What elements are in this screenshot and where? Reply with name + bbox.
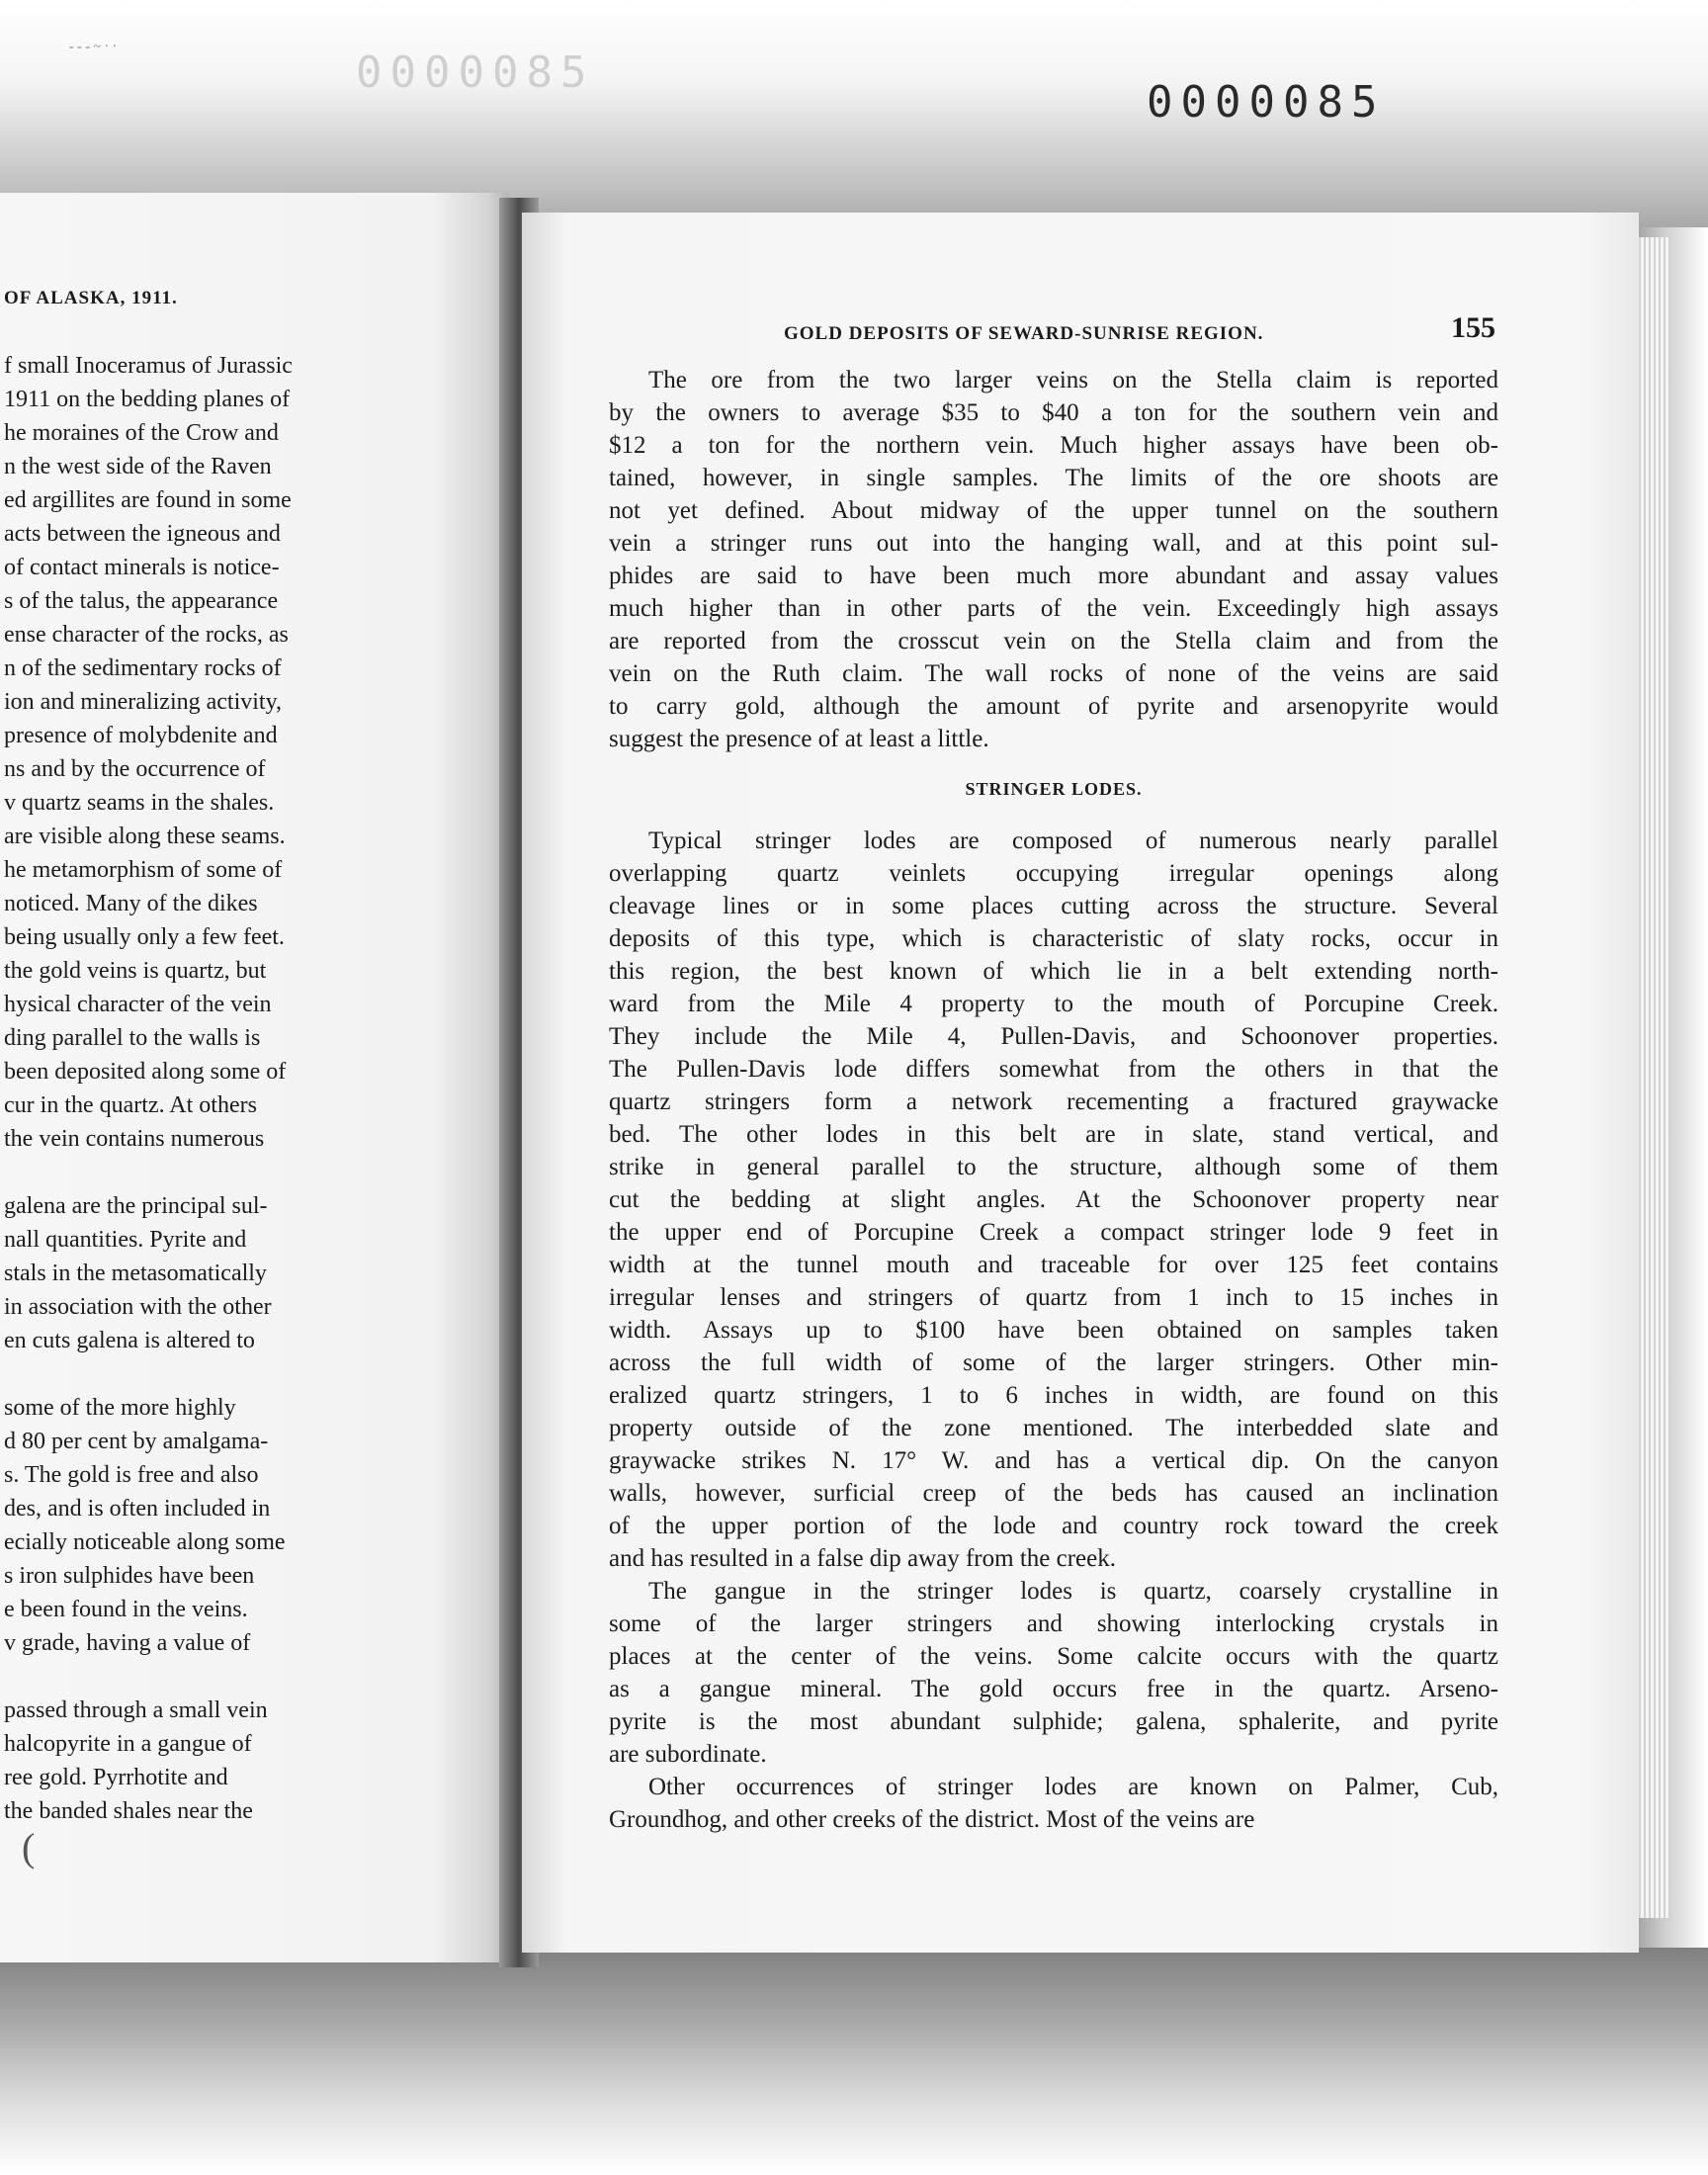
- left-text-line: noticed. Many of the dikes: [4, 891, 258, 916]
- left-text-line: ecially noticeable along some: [4, 1529, 286, 1555]
- left-text-line: been deposited along some of: [4, 1059, 287, 1085]
- left-text-line: s iron sulphides have been: [4, 1563, 255, 1589]
- right-page-body: [609, 364, 1498, 1836]
- left-text-line: ding parallel to the walls is: [4, 1025, 261, 1051]
- text-line: cleavage lines or in some places cutting across the structure. Several: [609, 893, 1498, 919]
- left-text-line: acts between the igneous and: [4, 521, 281, 547]
- text-line: phides are said to have been much more abundant and assay values: [609, 563, 1498, 589]
- left-text-line: he metamorphism of some of: [4, 857, 283, 883]
- text-line: not yet defined. About midway of the upper tunnel on the southern: [609, 497, 1498, 524]
- text-line: and has resulted in a false dip away from the creek.: [609, 1545, 1116, 1572]
- text-line: Groundhog, and other creeks of the district. Most of the veins are: [609, 1806, 1255, 1833]
- paragraph-stringer-lodes: [609, 825, 1498, 1575]
- text-line: vein a stringer runs out into the hanging wall, and at this point sul-: [609, 530, 1498, 557]
- paragraph-other-occurrences: [609, 1771, 1498, 1836]
- left-text-line: passed through a small vein: [4, 1697, 268, 1723]
- running-head: GOLD DEPOSITS OF SEWARD-SUNRISE REGION.: [784, 323, 1264, 344]
- text-line: property outside of the zone mentioned. The interbedded slate and: [609, 1415, 1498, 1441]
- text-line: $12 a ton for the northern vein. Much higher assays have been ob-: [609, 432, 1498, 459]
- paragraph-gangue: [609, 1575, 1498, 1771]
- text-line: The gangue in the stringer lodes is quartz, coarsely crystalline in: [648, 1578, 1498, 1605]
- text-line: ward from the Mile 4 property to the mouth of Porcupine Creek.: [609, 991, 1498, 1017]
- text-line: cut the bedding at slight angles. At the Schoonover property near: [609, 1186, 1498, 1213]
- text-line: Other occurrences of stringer lodes are known on Palmer, Cub,: [648, 1774, 1498, 1800]
- section-heading: STRINGER LODES.: [965, 779, 1143, 799]
- text-line: deposits of this type, which is characteristic of slaty rocks, occur in: [609, 925, 1498, 952]
- left-page-text: [4, 349, 399, 1828]
- text-line: as a gangue mineral. The gold occurs free in the quartz. Arseno-: [609, 1676, 1498, 1702]
- text-line: width. Assays up to $100 have been obtained on samples taken: [609, 1317, 1498, 1344]
- left-text-line: presence of molybdenite and: [4, 723, 278, 748]
- left-text-line: halcopyrite in a gangue of: [4, 1731, 252, 1757]
- left-page: [0, 193, 509, 1962]
- text-line: pyrite is the most abundant sulphide; galena, sphalerite, and pyrite: [609, 1708, 1498, 1735]
- left-text-line: s. The gold is free and also: [4, 1462, 259, 1488]
- text-line: strike in general parallel to the structure, although some of them: [609, 1154, 1498, 1180]
- left-text-line: d 80 per cent by amalgama-: [4, 1429, 269, 1454]
- right-page: [522, 213, 1639, 1953]
- text-line: vein on the Ruth claim. The wall rocks of none of the veins are said: [609, 660, 1498, 687]
- left-text-line: some of the more highly: [4, 1395, 236, 1421]
- left-text-line: the vein contains numerous: [4, 1126, 265, 1152]
- left-text-line: are visible along these seams.: [4, 824, 286, 849]
- left-text-line: ns and by the occurrence of: [4, 756, 266, 782]
- left-text-line: des, and is often included in: [4, 1496, 271, 1522]
- left-text-line: the gold veins is quartz, but: [4, 958, 267, 984]
- pencil-mark: (: [22, 1825, 36, 1870]
- text-line: overlapping quartz veinlets occupying irregular openings along: [609, 860, 1498, 887]
- text-line: eralized quartz stringers, 1 to 6 inches in width, are found on this: [609, 1382, 1498, 1409]
- left-text-line: 1911 on the bedding planes of: [4, 387, 291, 412]
- text-line: The Pullen-Davis lode differs somewhat from the others in that the: [609, 1056, 1498, 1083]
- text-line: much higher than in other parts of the vein. Exceedingly high assays: [609, 595, 1498, 622]
- text-line: the upper end of Porcupine Creek a compact stringer lode 9 feet in: [609, 1219, 1498, 1246]
- left-text-line: n the west side of the Raven: [4, 454, 272, 479]
- left-text-line: [4, 1660, 399, 1694]
- text-line: width at the tunnel mouth and traceable for over 125 feet contains: [609, 1252, 1498, 1278]
- left-text-line: [4, 1357, 399, 1391]
- left-text-line: n of the sedimentary rocks of: [4, 655, 282, 681]
- left-text-line: v grade, having a value of: [4, 1630, 251, 1656]
- left-text-line: cur in the quartz. At others: [4, 1092, 257, 1118]
- page-number: 155: [1451, 311, 1495, 344]
- left-text-line: ion and mineralizing activity,: [4, 689, 283, 715]
- text-line: suggest the presence of at least a little.: [609, 726, 989, 752]
- text-line: to carry gold, although the amount of pyrite and arsenopyrite would: [609, 693, 1498, 720]
- scan-backdrop-bottom: [0, 1938, 1708, 2175]
- left-text-line: ense character of the rocks, as: [4, 622, 289, 648]
- text-line: Typical stringer lodes are composed of numerous nearly parallel: [648, 827, 1498, 854]
- text-line: walls, however, surficial creep of the beds has caused an inclination: [609, 1480, 1498, 1507]
- text-line: by the owners to average $35 to $40 a ton for the southern vein and: [609, 399, 1498, 426]
- paragraph-ore-values: [609, 364, 1498, 755]
- text-line: The ore from the two larger veins on the Stella claim is reported: [648, 367, 1498, 393]
- left-text-line: f small Inoceramus of Jurassic: [4, 353, 293, 379]
- text-line: across the full width of some of the larger stringers. Other min-: [609, 1349, 1498, 1376]
- text-line: graywacke strikes N. 17° W. and has a vertical dip. On the canyon: [609, 1447, 1498, 1474]
- text-line: are reported from the crosscut vein on the Stella claim and from the: [609, 628, 1498, 654]
- text-line: quartz stringers form a network recementing a fractured graywacke: [609, 1088, 1498, 1115]
- text-line: this region, the best known of which lie in a belt extending north-: [609, 958, 1498, 985]
- ghost-stamp-number: 0000085: [356, 47, 595, 98]
- text-line: bed. The other lodes in this belt are in slate, stand vertical, and: [609, 1121, 1498, 1148]
- left-page-header: OF ALASKA, 1911.: [4, 288, 178, 308]
- left-text-line: v quartz seams in the shales.: [4, 790, 275, 816]
- left-text-line: hysical character of the vein: [4, 992, 272, 1017]
- scan-smudge: - - - ~ · ·: [69, 40, 118, 54]
- left-text-line: nall quantities. Pyrite and: [4, 1227, 247, 1253]
- text-line: some of the larger stringers and showing interlocking crystals in: [609, 1610, 1498, 1637]
- left-text-line: ed argillites are found in some: [4, 487, 292, 513]
- text-line: places at the center of the veins. Some calcite occurs with the quartz: [609, 1643, 1498, 1670]
- text-line: irregular lenses and stringers of quartz from 1 inch to 15 inches in: [609, 1284, 1498, 1311]
- left-text-line: the banded shales near the: [4, 1798, 253, 1824]
- left-text-line: galena are the principal sul-: [4, 1193, 268, 1219]
- left-text-line: ree gold. Pyrrhotite and: [4, 1765, 228, 1790]
- left-text-line: of contact minerals is notice-: [4, 555, 280, 580]
- text-line: are subordinate.: [609, 1741, 767, 1768]
- left-text-line: being usually only a few feet.: [4, 924, 285, 950]
- text-line: They include the Mile 4, Pullen-Davis, and Schoonover properties.: [609, 1023, 1498, 1050]
- text-line: of the upper portion of the lode and country rock toward the creek: [609, 1513, 1498, 1539]
- stamp-number: 0000085: [1147, 77, 1386, 128]
- left-text-line: stals in the metasomatically: [4, 1261, 267, 1286]
- left-text-line: s of the talus, the appearance: [4, 588, 279, 614]
- left-text-line: en cuts galena is altered to: [4, 1328, 255, 1353]
- left-text-line: [4, 1156, 399, 1189]
- left-text-line: e been found in the veins.: [4, 1597, 248, 1622]
- left-text-line: he moraines of the Crow and: [4, 420, 279, 446]
- text-line: tained, however, in single samples. The limits of the ore shoots are: [609, 465, 1498, 491]
- left-text-line: in association with the other: [4, 1294, 272, 1320]
